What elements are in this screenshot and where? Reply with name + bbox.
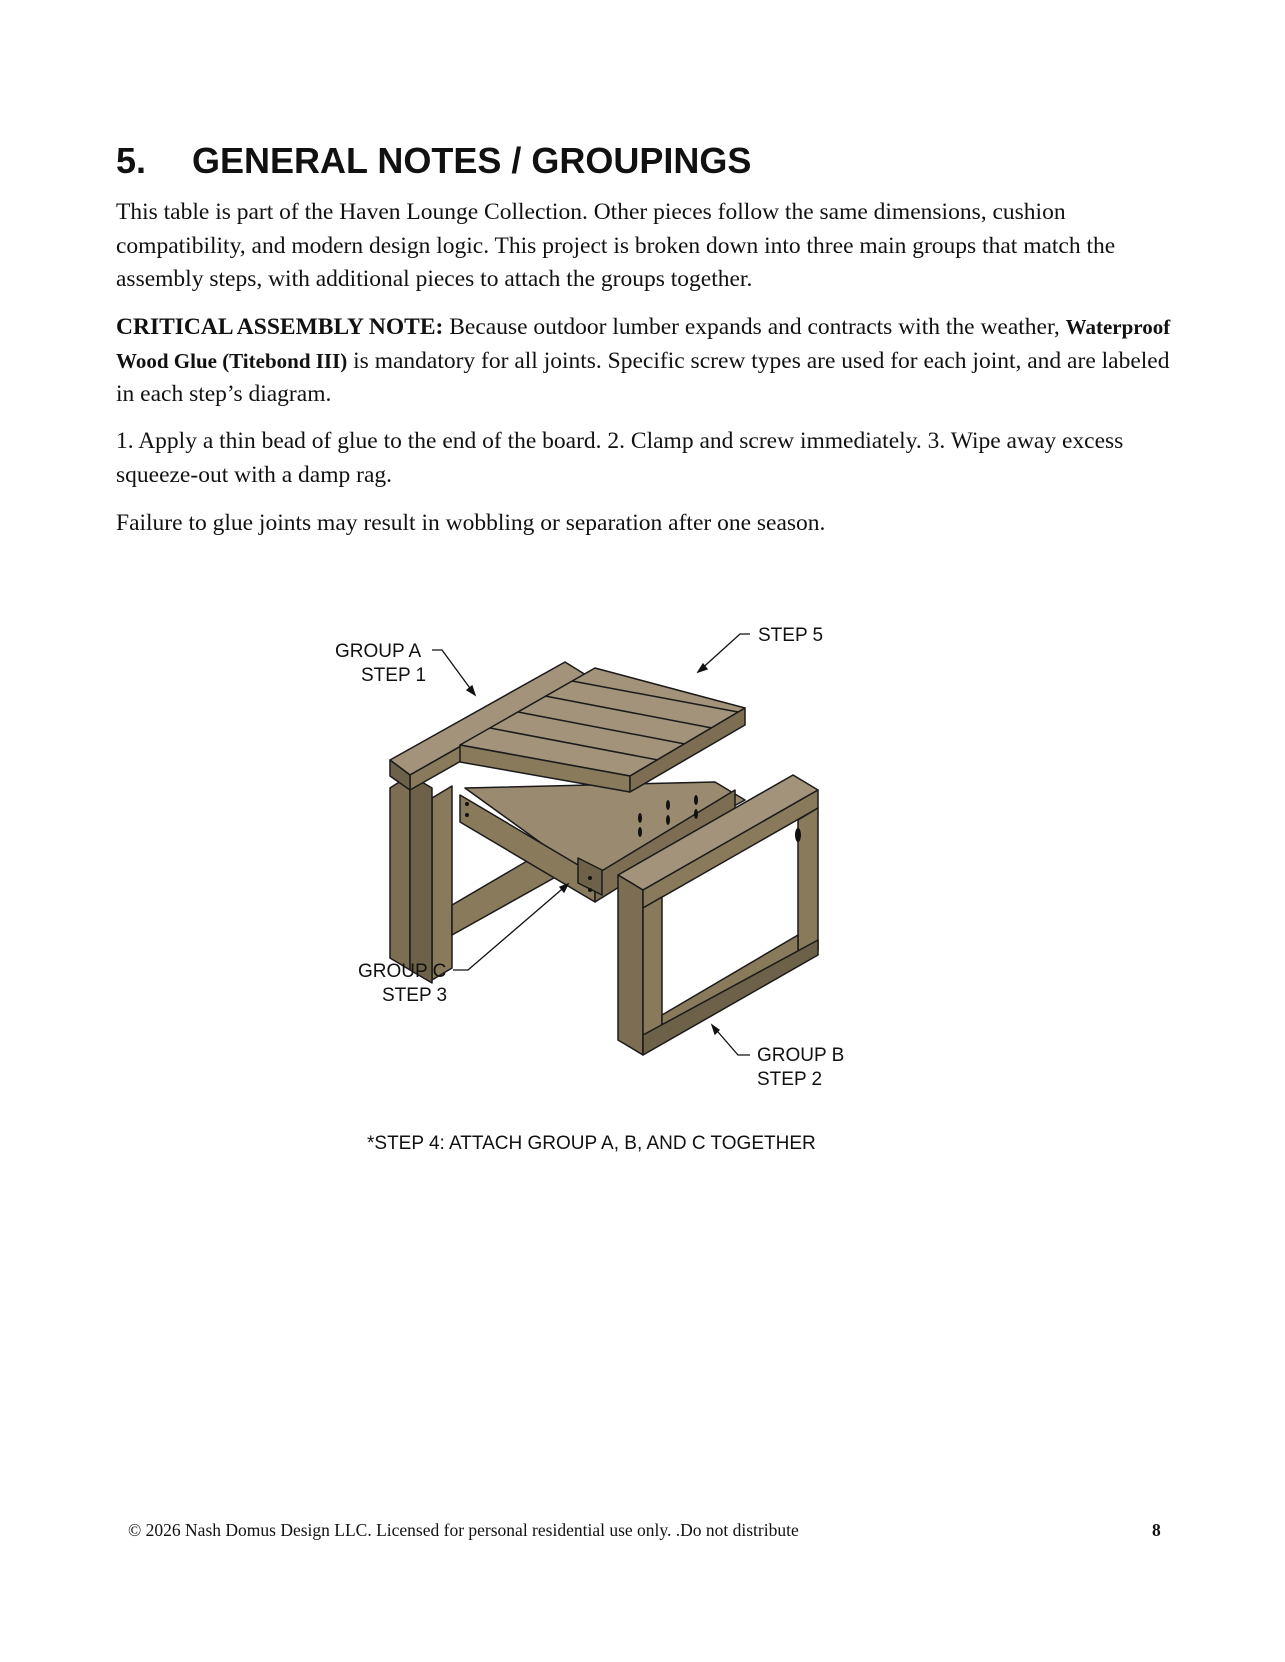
critical-note-text-2: is mandatory for all joints. Specific screw types are used for each joint, and are labeled in each step’s diagram. (116, 347, 1170, 407)
section-number: 5. (116, 140, 147, 181)
group-c-step-label: STEP 3 (382, 985, 448, 1006)
group-c-arrow (560, 884, 568, 892)
step-5-label: STEP 5 (758, 625, 824, 646)
warning-paragraph: Failure to glue joints may result in wobbling or separation after one season. (116, 510, 826, 536)
step-5-top-boards (460, 668, 745, 792)
footer-copyright: © 2026 Nash Domus Design LLC. Licensed for personal residential use only. .Do not distribute (128, 1520, 799, 1540)
group-a-label: GROUP A (335, 641, 422, 662)
glue-steps-paragraph: 1. Apply a thin bead of glue to the end of the board. 2. Clamp and screw immediately. 3. Wipe away excess squeeze-out with a damp rag. (116, 428, 1124, 488)
critical-note-text-1: Because outdoor lumber expands and contracts with the weather, (443, 314, 1066, 340)
section-title: GENERAL NOTES / GROUPINGS (192, 140, 752, 181)
group-b-step-label: STEP 2 (757, 1069, 823, 1090)
critical-note-paragraph (116, 311, 1176, 412)
section-heading (116, 140, 751, 182)
page-number: 8 (1152, 1520, 1161, 1540)
step-4-caption: *STEP 4: ATTACH GROUP A, B, AND C TOGETHER (367, 1133, 816, 1154)
step-5-leader (698, 634, 750, 672)
intro-paragraph: This table is part of the Haven Lounge Collection. Other pieces follow the same dimensions, cushion compatibility, and modern design logic. This project is broken down into three main groups that match the assembly steps, with additional pieces to attach the groups together. (116, 199, 1116, 292)
glue-product-name: Waterproof Wood Glue (Titebond III) (116, 315, 1171, 373)
critical-note-label: CRITICAL ASSEMBLY NOTE: (116, 314, 444, 340)
group-a-step-label: STEP 1 (361, 665, 427, 686)
assembly-diagram (335, 625, 920, 1230)
group-a-arrow (467, 686, 475, 695)
group-c-label: GROUP C (358, 961, 447, 982)
group-b-label: GROUP B (757, 1045, 845, 1066)
